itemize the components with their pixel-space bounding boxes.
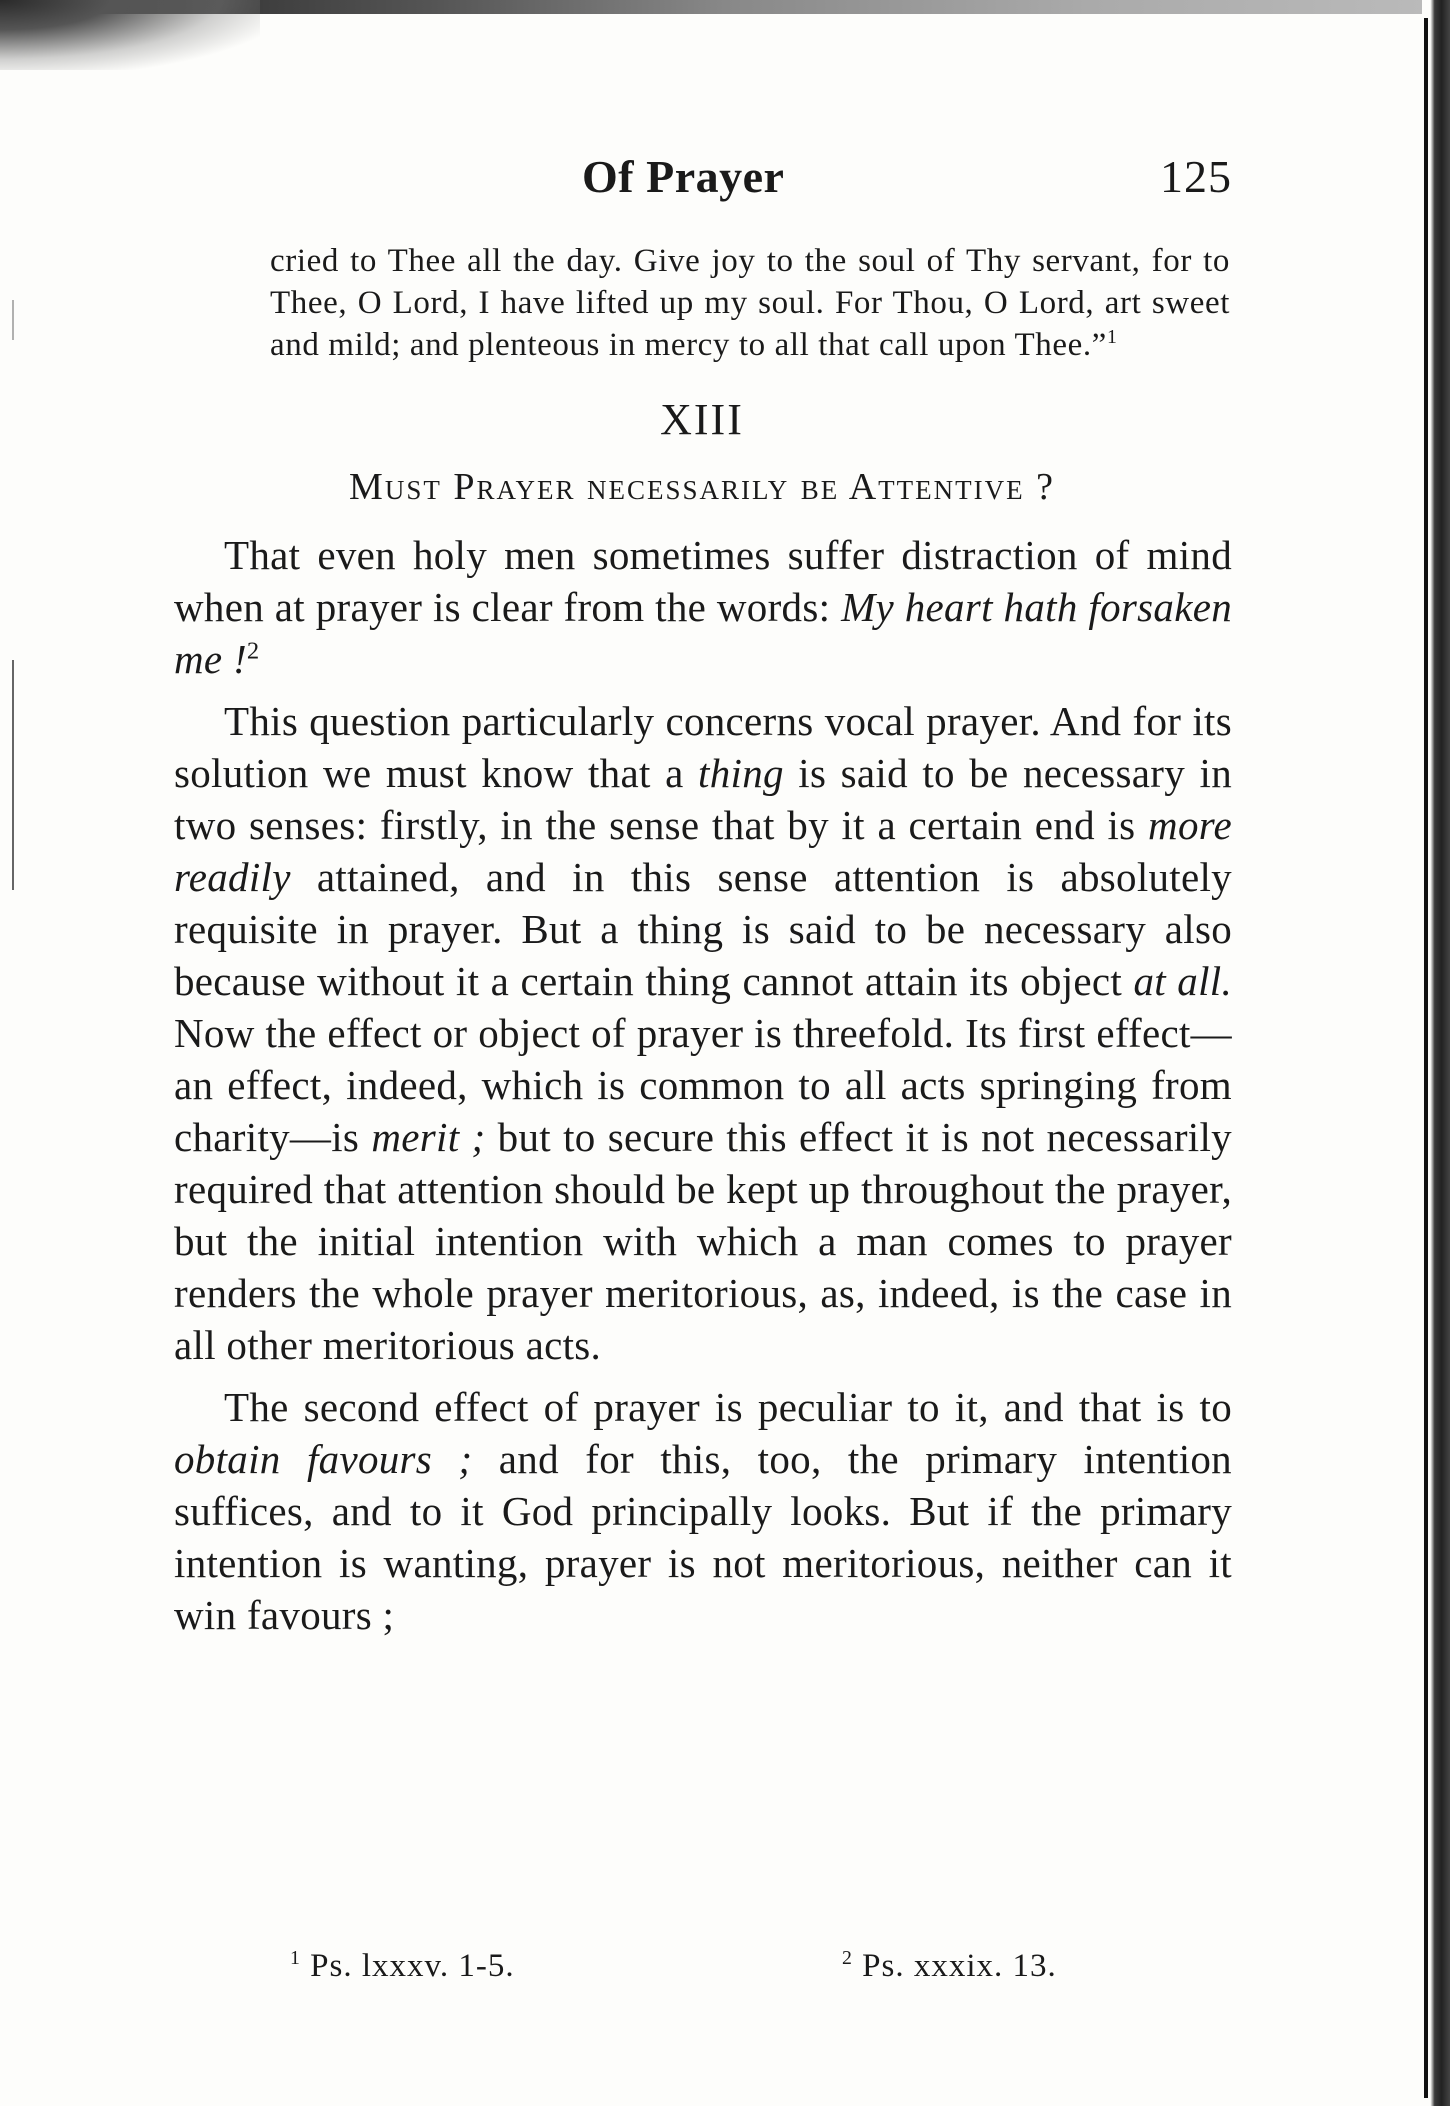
paragraph-text: and for this, too, the primary intention suffices, and to it God principally looks. But if the primary intention is wanting, prayer is not meritorious, neither can it win favours ; bbox=[174, 1436, 1232, 1638]
footnotes bbox=[172, 1948, 1232, 1998]
body-text bbox=[174, 529, 1232, 1641]
scan-binding-line bbox=[1424, 18, 1428, 2098]
scan-shadow-corner bbox=[0, 0, 260, 70]
running-head-title: Of Prayer bbox=[582, 151, 785, 202]
paragraph-text: Now the effect or object of prayer is threefold. Its first effect—an effect, indeed, which is common to all acts springing from charity—is bbox=[174, 1010, 1232, 1160]
emphasis: merit ; bbox=[371, 1114, 486, 1160]
footnote bbox=[842, 1948, 1057, 1985]
page-number: 125 bbox=[1160, 151, 1232, 202]
footnote-text: Ps. xxxix. 13. bbox=[862, 1948, 1057, 1984]
footnote-mark: 1 bbox=[290, 1947, 301, 1969]
paragraph-text: That even holy men sometimes suffer distraction of mind when at prayer is clear from the words: bbox=[174, 532, 1232, 630]
emphasis: more readily bbox=[174, 802, 1232, 900]
section-title: Must Prayer necessarily be Attentive ? bbox=[349, 466, 1055, 508]
paragraph bbox=[174, 1381, 1232, 1641]
footnote bbox=[290, 1948, 515, 1985]
quote-text: cried to Thee all the day. Give joy to the soul of Thy servant, for to Thee, O Lord, I have lifted up my soul. For Thou, O Lord, art sweet and mild; and plenteous in mercy to all that call upon Thee.” bbox=[270, 243, 1230, 363]
paragraph-text: The second effect of prayer is peculiar to it, and that is to bbox=[224, 1384, 1232, 1430]
section-number: XIII bbox=[660, 395, 744, 444]
quoted-passage bbox=[270, 240, 1230, 366]
scan-margin-mark bbox=[12, 300, 14, 340]
emphasis: obtain favours ; bbox=[174, 1436, 473, 1482]
running-head bbox=[172, 140, 1232, 220]
emphasis: at all. bbox=[1133, 958, 1232, 1004]
italic-quote: My heart hath forsaken me ! bbox=[174, 584, 1232, 682]
paragraph bbox=[174, 695, 1232, 1371]
paragraph-text: but to secure this effect it is not necessarily required that attention should be kept up throughout the prayer, but the initial intention with which a man comes to prayer renders the whole prayer meritorious, as, indeed, is the case in all other meritorious acts. bbox=[174, 1114, 1232, 1368]
footnote-ref: 1 bbox=[1106, 326, 1118, 348]
paragraph bbox=[174, 529, 1232, 685]
footnote-mark: 2 bbox=[842, 1947, 853, 1969]
footnote-ref: 2 bbox=[246, 637, 260, 665]
paragraph-text: attained, and in this sense attention is absolutely requisite in prayer. But a thing is said to be necessary also because without it a certain thing cannot attain its object bbox=[174, 854, 1232, 1004]
footnote-text: Ps. lxxxv. 1-5. bbox=[310, 1948, 515, 1984]
scan-margin-mark bbox=[12, 660, 14, 890]
paragraph-text: This question particularly concerns vocal prayer. And for its solution we must know that a bbox=[174, 698, 1232, 796]
paragraph-text: is said to be necessary in two senses: firstly, in the sense that by it a certain end is bbox=[174, 750, 1232, 848]
book-page bbox=[172, 140, 1232, 1641]
emphasis: thing bbox=[698, 750, 784, 796]
